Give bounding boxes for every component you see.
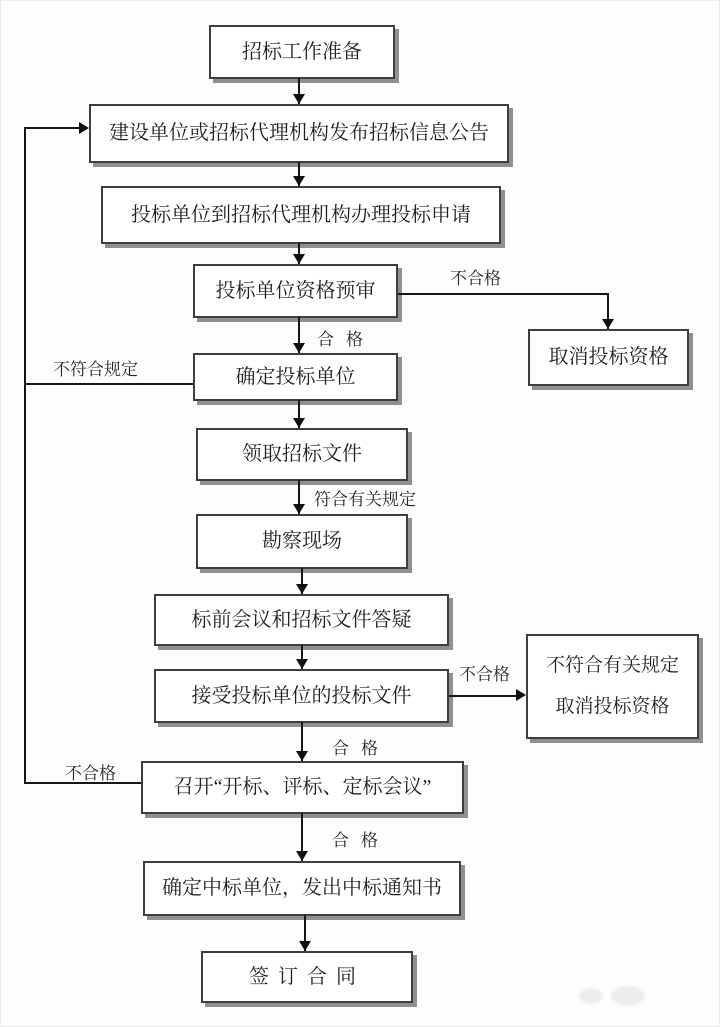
arrowhead-down-icon: [293, 94, 305, 104]
connector-feedback-from-confirm: [24, 383, 193, 385]
node-prequalify: 投标单位资格预审: [193, 264, 398, 318]
node-cancel-line1: 不符合有关规定: [545, 654, 679, 676]
arrowhead-down-icon: [293, 343, 305, 353]
arrowhead-right-icon: [516, 689, 526, 701]
edge-label-qualified-documents: 合格: [332, 739, 390, 758]
arrowhead-down-icon: [299, 941, 311, 951]
node-announce: 建设单位或招标代理机构发布招标信息公告: [89, 104, 509, 163]
node-cancel-qualification-2: [526, 634, 699, 739]
node-sign-contract: 签订合同: [201, 951, 413, 1003]
arrowhead-right-icon: [79, 122, 89, 134]
connector-feedback-vertical: [24, 128, 26, 784]
arrowhead-down-icon: [296, 851, 308, 861]
node-confirm-bidders: 确定投标单位: [193, 353, 398, 401]
node-cancel-qualification: 取消投标资格: [528, 329, 689, 386]
arrowhead-down-icon: [293, 176, 305, 186]
node-cancel-line2: 取消投标资格: [555, 696, 670, 718]
arrowhead-down-icon: [293, 418, 305, 428]
arrowhead-down-icon: [296, 659, 308, 669]
connector-accept-cancel-h: [449, 695, 519, 697]
watermark: [611, 986, 645, 1006]
node-site-survey: 勘察现场: [196, 514, 408, 569]
arrowhead-down-icon: [293, 254, 305, 264]
edge-label-qualified-meeting: 合格: [332, 831, 390, 850]
edge-label-unqualified-prequalify: 不合格: [450, 269, 501, 288]
node-apply: 投标单位到招标代理机构办理投标申请: [101, 186, 501, 244]
node-award-notice: 确定中标单位，发出中标通知书: [143, 861, 461, 916]
node-accept-bid-documents: 接受投标单位的投标文件: [154, 669, 449, 723]
connector-feedback-into-announce: [24, 127, 81, 129]
edge-label-not-conforming: 不符合规定: [53, 360, 138, 379]
node-collect-documents: 领取招标文件: [196, 428, 408, 481]
node-bid-opening-meeting: 召开“开标、评标、定标会议”: [141, 761, 464, 814]
edge-label-unqualified-documents: 不合格: [459, 665, 510, 684]
connector-prequalify-cancel-h: [398, 293, 609, 295]
arrowhead-down-icon: [296, 584, 308, 594]
edge-label-unqualified-meeting: 不合格: [65, 764, 116, 783]
arrowhead-down-icon: [602, 319, 614, 329]
arrowhead-down-icon: [293, 504, 305, 514]
node-pre-bid-meeting: 标前会议和招标文件答疑: [154, 594, 449, 646]
watermark: [579, 988, 603, 1004]
edge-label-qualified-prequalify: 合格: [317, 330, 375, 349]
edge-label-conforming-rules: 符合有关规定: [314, 490, 416, 509]
arrowhead-down-icon: [296, 751, 308, 761]
node-prepare: 招标工作准备: [209, 25, 395, 79]
